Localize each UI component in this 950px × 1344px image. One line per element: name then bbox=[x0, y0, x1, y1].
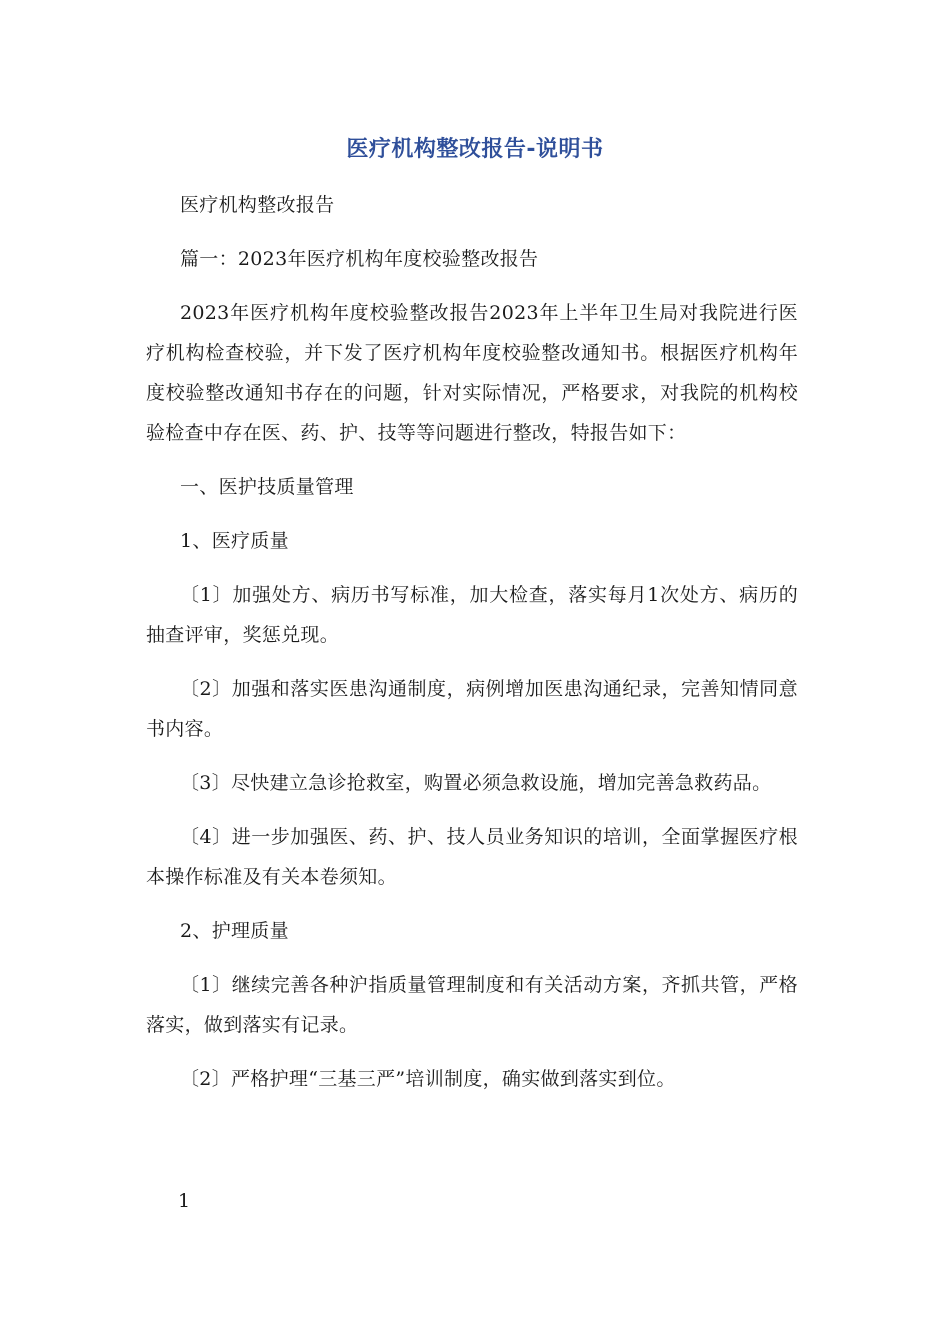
paragraph-intro: 2023年医疗机构年度校验整改报告2023年上半年卫生局对我院进行医疗机构检查校验，并下发了医疗机构年度校验整改通知书。根据医疗机构年度校验整改通知书存在的问题，针对实际情况，严格要求，对我院的机构校验检查中存在医、药、护、技等等问题进行整改，特报告如下： bbox=[146, 302, 798, 444]
document-body bbox=[146, 185, 798, 1113]
list-item: 〔1〕加强处方、病历书写标准，加大检查，落实每月1次处方、病历的抽查评审，奖惩兑现。 bbox=[146, 584, 798, 646]
list-item: 〔4〕进一步加强医、药、护、技人员业务知识的培训，全面掌握医疗根本操作标准及有关本卷须知。 bbox=[146, 826, 798, 888]
document-title: 医疗机构整改报告-说明书 bbox=[346, 137, 604, 162]
page-number: 1 bbox=[178, 1190, 191, 1212]
list-item: 〔1〕继续完善各种沪指质量管理制度和有关活动方案，齐抓共管，严格落实，做到落实有记录。 bbox=[146, 974, 798, 1036]
subsection-heading: 1、医疗质量 bbox=[180, 530, 289, 552]
list-item: 〔3〕尽快建立急诊抢救室，购置必须急救设施，增加完善急救药品。 bbox=[180, 772, 772, 794]
subsection-heading: 2、护理质量 bbox=[180, 920, 289, 942]
paragraph-chapter: 篇一：2023年医疗机构年度校验整改报告 bbox=[180, 248, 539, 270]
list-item: 〔2〕严格护理“三基三严”培训制度，确实做到落实到位。 bbox=[180, 1068, 676, 1090]
section-heading: 一、医护技质量管理 bbox=[180, 476, 354, 498]
list-item: 〔2〕加强和落实医患沟通制度，病例增加医患沟通纪录，完善知情同意书内容。 bbox=[146, 678, 798, 740]
paragraph-heading: 医疗机构整改报告 bbox=[180, 194, 335, 216]
